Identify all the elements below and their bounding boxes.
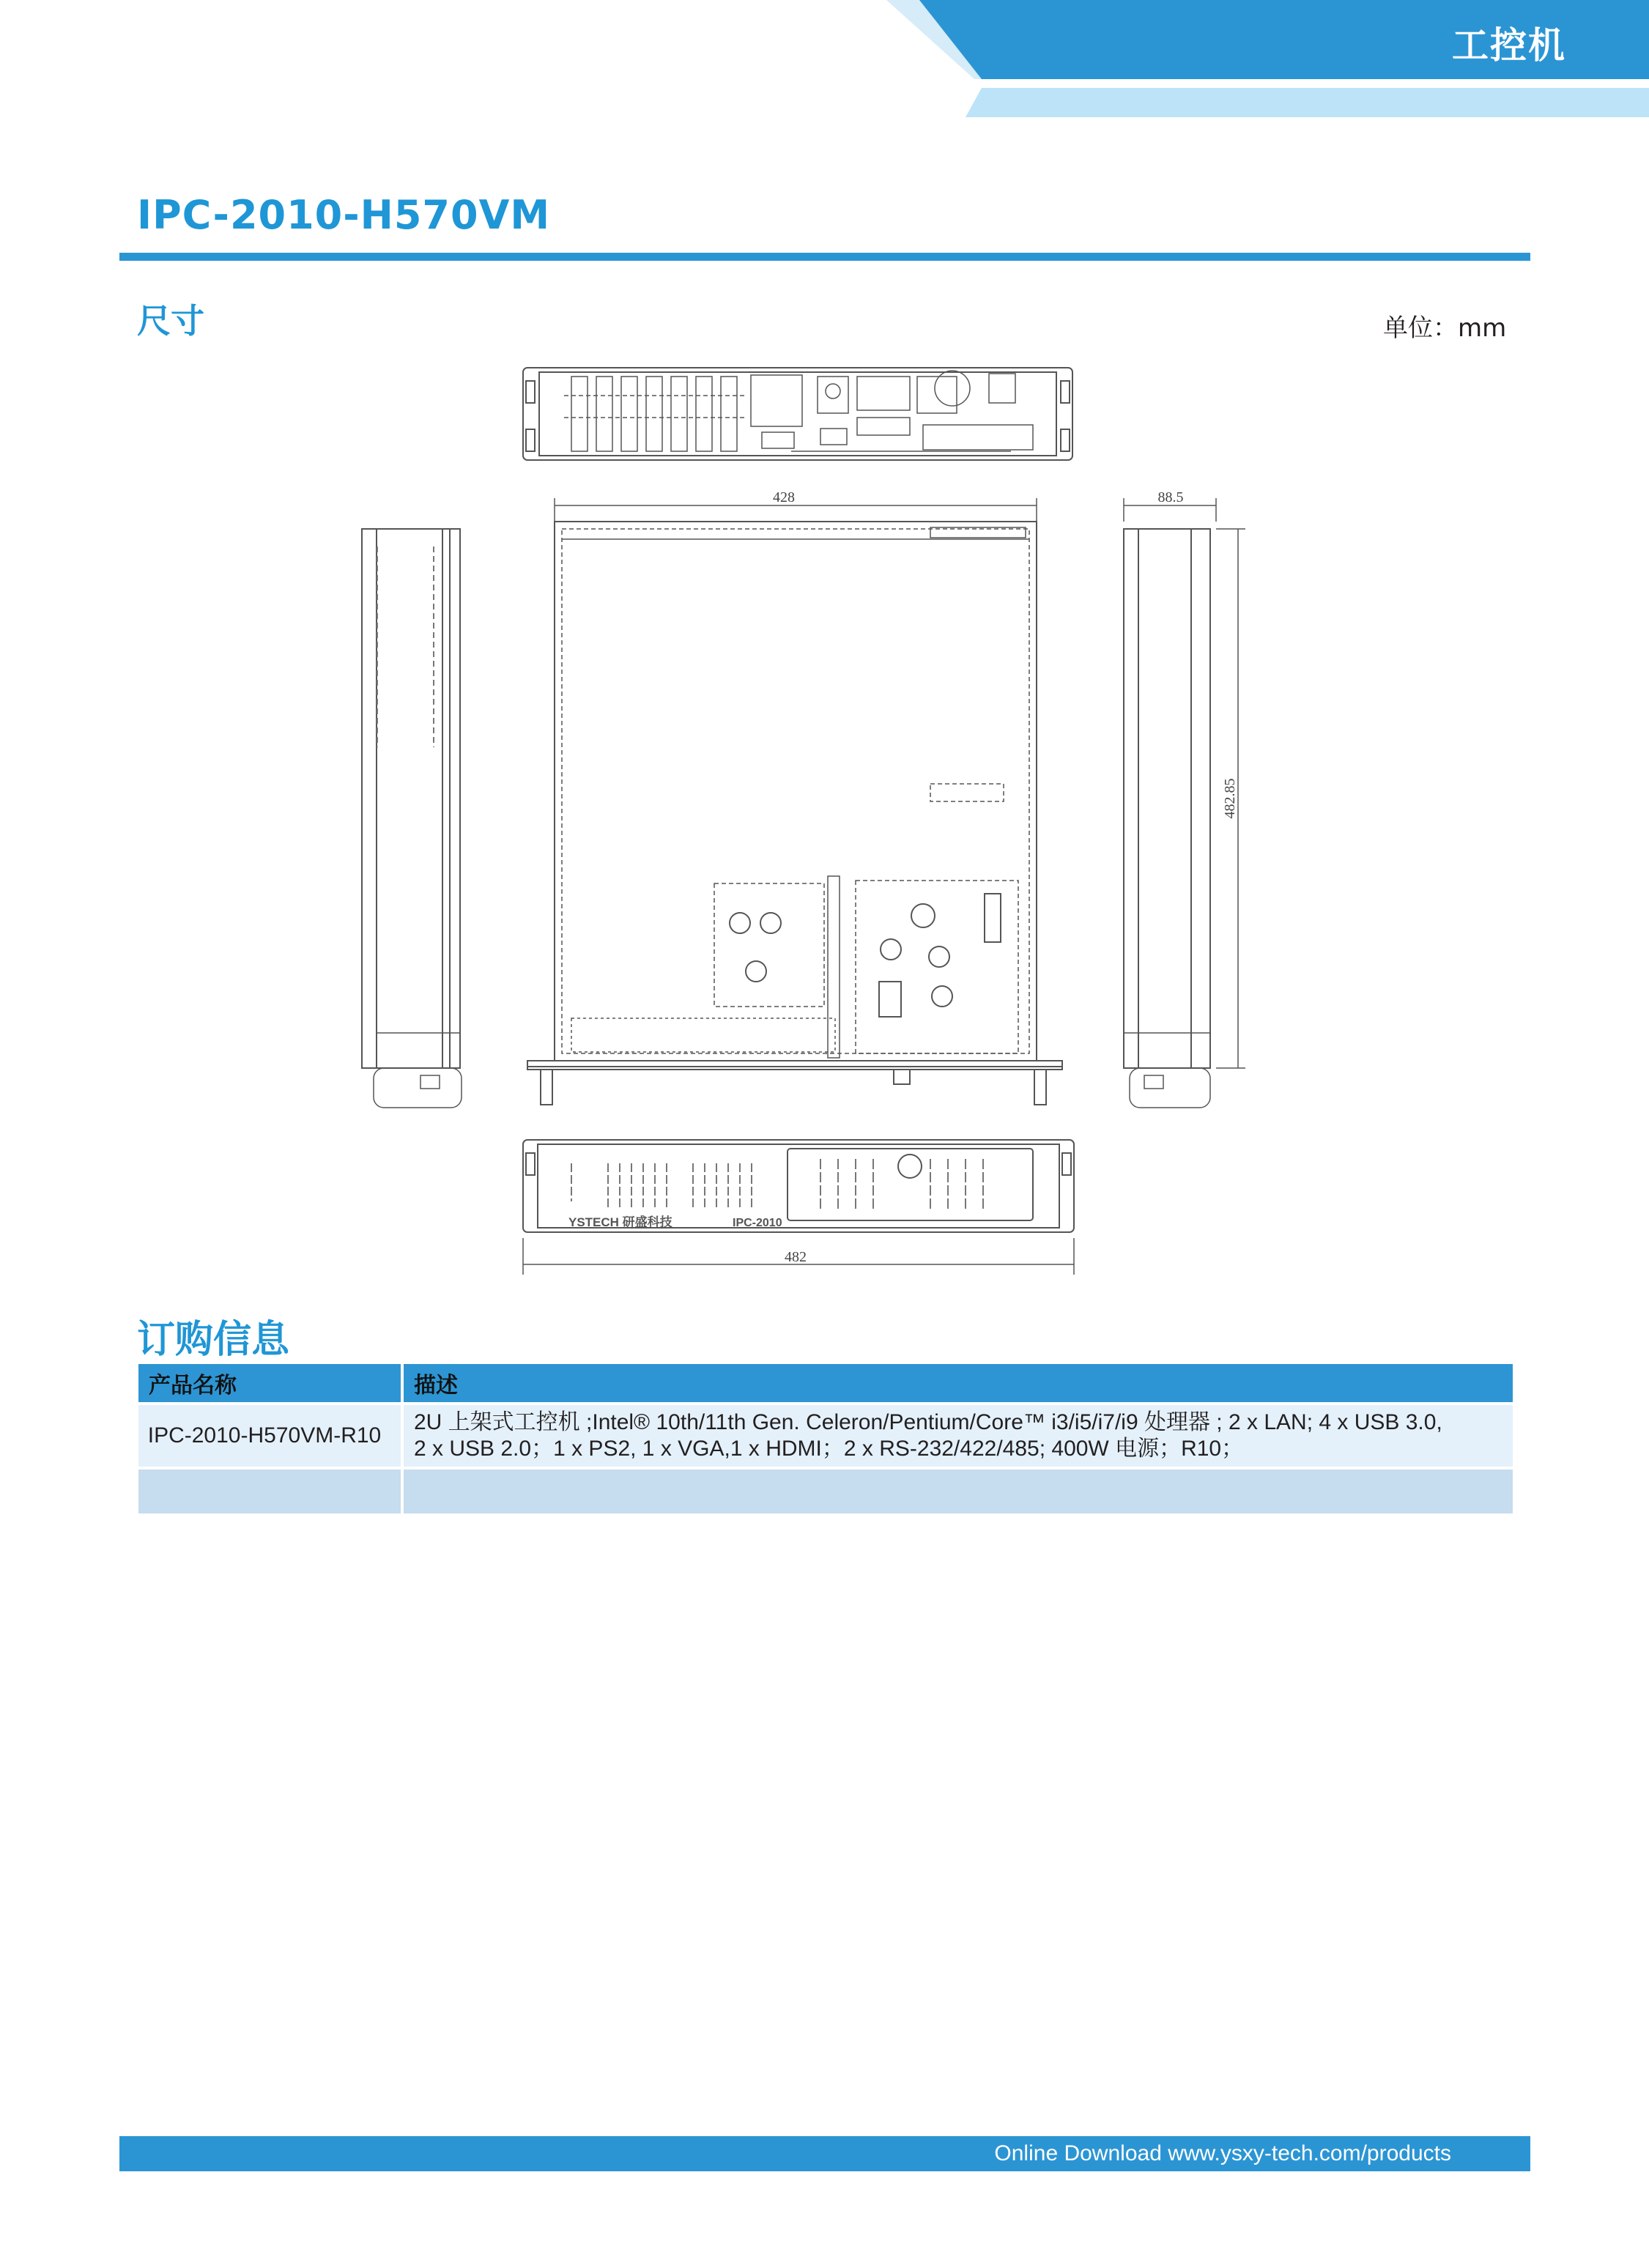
table-row bbox=[138, 1468, 1514, 1513]
footer-download-link[interactable]: Online Download www.ysxy-tech.com/products bbox=[994, 2141, 1451, 2165]
description-cell bbox=[402, 1404, 1514, 1468]
dim-front-width: 482 bbox=[785, 1249, 807, 1265]
dimensions-heading: 尺寸 bbox=[137, 301, 204, 341]
table-row bbox=[138, 1404, 1514, 1468]
title-divider bbox=[119, 253, 1530, 261]
category-title: 工控机 bbox=[1452, 24, 1566, 67]
top-view bbox=[527, 522, 1062, 1105]
description-cell bbox=[402, 1468, 1514, 1513]
dimension-drawing bbox=[352, 359, 1260, 1282]
table-header-row bbox=[138, 1364, 1514, 1404]
description-line: 2U 上架式工控机 ;Intel® 10th/11th Gen. Celeron/Pentium/Core™ i3/i5/i7/i9 处理器 ; 2 x LAN; 4 x USB 3.0, bbox=[414, 1410, 1442, 1434]
rear-view bbox=[523, 368, 1072, 460]
dim-top-width: 428 bbox=[773, 489, 795, 505]
column-header-name: 产品名称 bbox=[138, 1364, 402, 1404]
dim-length: 482.85 bbox=[1222, 778, 1238, 819]
column-header-desc: 描述 bbox=[402, 1364, 1514, 1404]
front-panel-model: IPC-2010 bbox=[733, 1217, 782, 1229]
front-panel-brand: YSTECH 研盛科技 bbox=[568, 1215, 672, 1229]
ordering-table bbox=[138, 1364, 1516, 1513]
unit-label: 单位：mm bbox=[1383, 314, 1507, 343]
product-name-cell: IPC-2010-H570VM-R10 bbox=[138, 1404, 402, 1468]
dim-side-depth: 88.5 bbox=[1157, 489, 1184, 505]
ordering-heading: 订购信息 bbox=[137, 1318, 290, 1362]
description-line: 2 x USB 2.0；1 x PS2, 1 x VGA,1 x HDMI；2 x RS-232/422/485; 400W 电源；R10； bbox=[414, 1437, 1244, 1461]
product-title: IPC-2010-H570VM bbox=[137, 192, 551, 238]
product-name-cell bbox=[138, 1468, 402, 1513]
